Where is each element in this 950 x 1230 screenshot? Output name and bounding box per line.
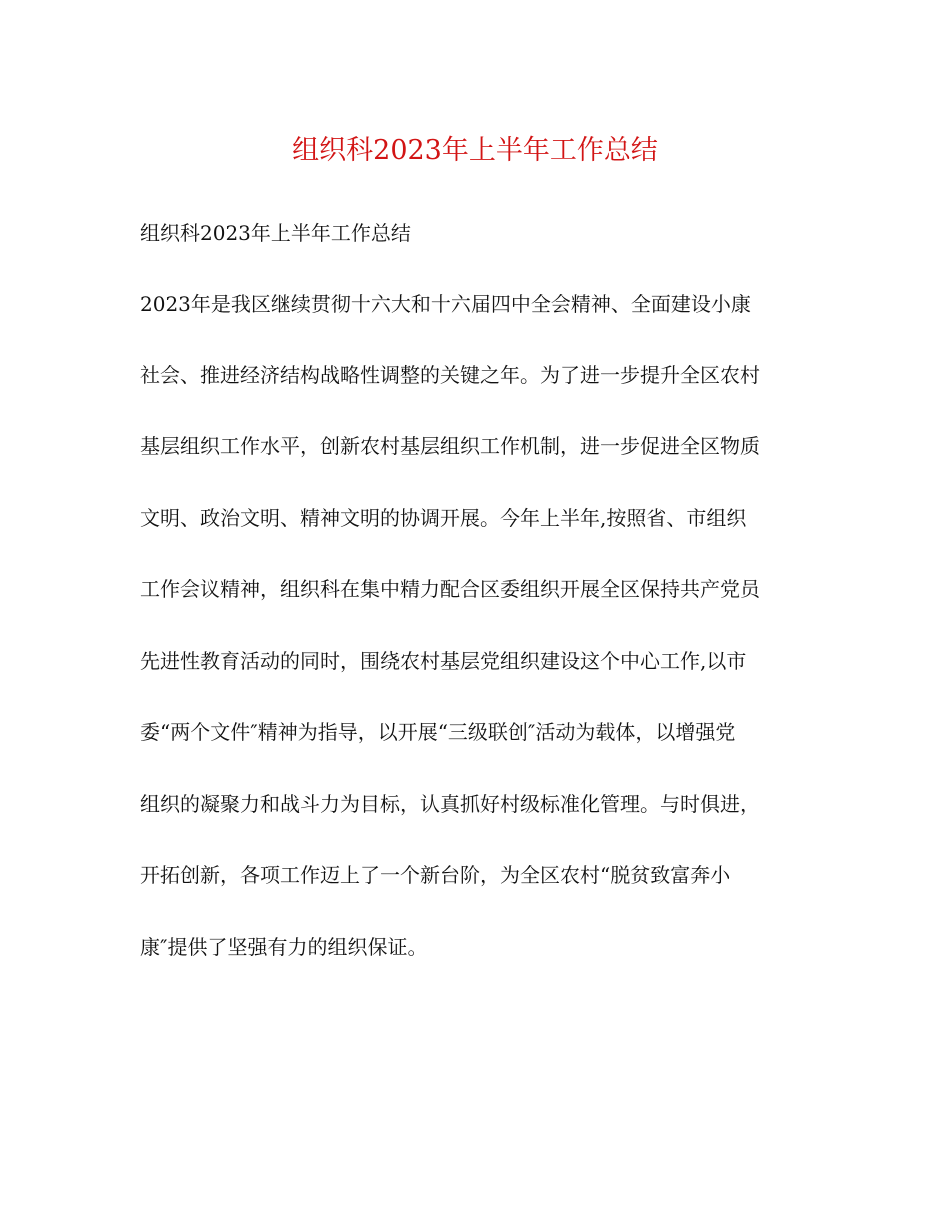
paragraph-line: 工作会议精神，组织科在集中精力配合区委组织开展全区保持共产党员: [140, 577, 760, 601]
document-subtitle: 组织科2023年上半年工作总结: [140, 221, 411, 245]
paragraph-line: 委“两个文件″精神为指导，以开展“三级联创″活动为载体，以增强党: [140, 720, 736, 744]
paragraph-line: 组织的凝聚力和战斗力为目标，认真抓好村级标准化管理。与时俱进，: [140, 792, 760, 816]
paragraph-line: 基层组织工作水平，创新农村基层组织工作机制，进一步促进全区物质: [140, 434, 760, 458]
paragraph-line: 社会、推进经济结构战略性调整的关键之年。为了进一步提升全区农村: [140, 363, 760, 387]
paragraph-line: 先进性教育活动的同时，围绕农村基层党组织建设这个中心工作,以市: [140, 649, 747, 673]
paragraph-line: 2023年是我区继续贯彻十六大和十六届四中全会精神、全面建设小康: [140, 292, 751, 316]
document-title: 组织科2023年上半年工作总结: [292, 135, 658, 166]
paragraph-line: 开拓创新，各项工作迈上了一个新台阶，为全区农村“脱贫致富奔小: [140, 863, 731, 887]
paragraph-line: 康″提供了坚强有力的组织保证。: [140, 935, 428, 959]
paragraph-line: 文明、政治文明、精神文明的协调开展。今年上半年,按照省、市组织: [140, 506, 747, 530]
